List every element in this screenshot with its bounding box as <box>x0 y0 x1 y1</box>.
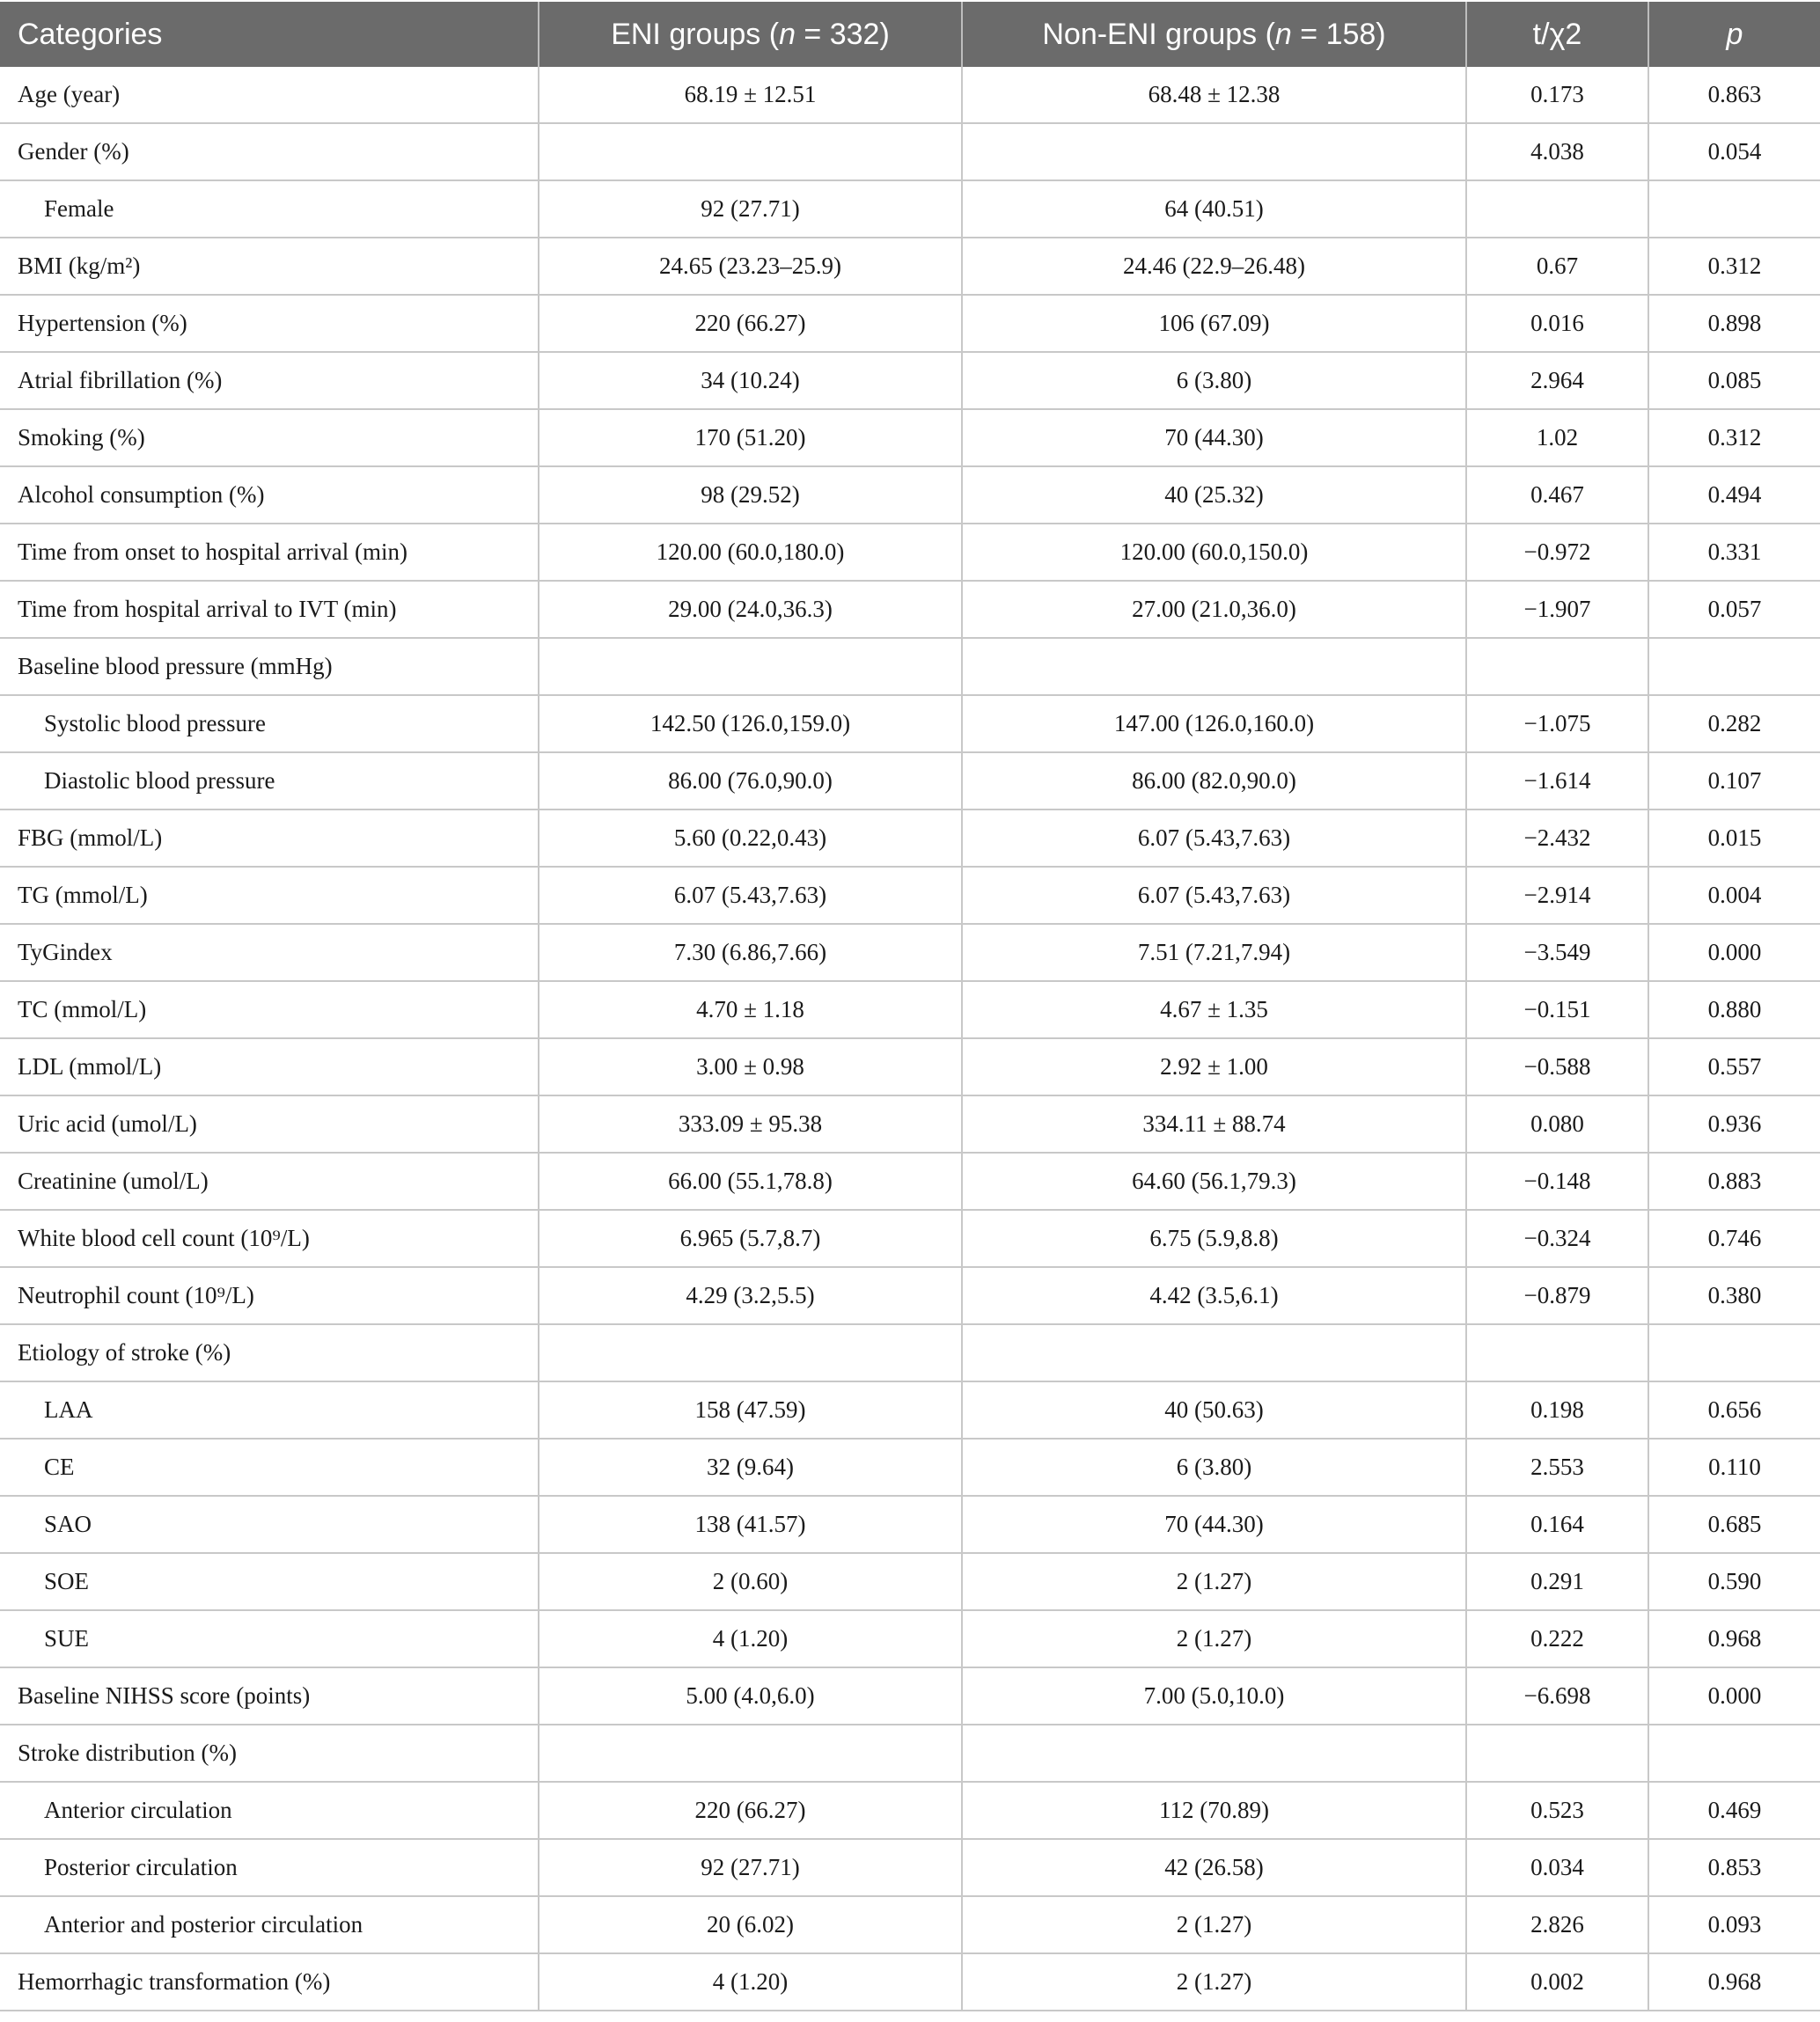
table-row <box>0 1896 1820 1953</box>
non-eni-value-cell: 2 (1.27) <box>962 1896 1466 1953</box>
p-value-cell: 0.656 <box>1648 1381 1820 1439</box>
table-row <box>0 924 1820 981</box>
table-row <box>0 1324 1820 1381</box>
table-row <box>0 581 1820 638</box>
table-row <box>0 238 1820 295</box>
header-p-value: p <box>1648 2 1820 67</box>
test-statistic-cell: 0.523 <box>1466 1782 1648 1839</box>
non-eni-value-cell <box>962 638 1466 695</box>
test-statistic-cell: −0.588 <box>1466 1038 1648 1095</box>
test-statistic-cell: 0.034 <box>1466 1839 1648 1896</box>
non-eni-value-cell: 6.07 (5.43,7.63) <box>962 867 1466 924</box>
non-eni-value-cell: 4.42 (3.5,6.1) <box>962 1267 1466 1324</box>
eni-value-cell: 5.60 (0.22,0.43) <box>539 810 962 867</box>
table-row <box>0 352 1820 409</box>
eni-value-cell: 120.00 (60.0,180.0) <box>539 524 962 581</box>
category-cell: Etiology of stroke (%) <box>0 1324 539 1381</box>
non-eni-value-cell <box>962 1725 1466 1782</box>
p-value-cell: 0.282 <box>1648 695 1820 752</box>
category-cell: White blood cell count (10⁹/L) <box>0 1210 539 1267</box>
non-eni-value-cell: 120.00 (60.0,150.0) <box>962 524 1466 581</box>
table-row <box>0 1782 1820 1839</box>
eni-value-cell: 86.00 (76.0,90.0) <box>539 752 962 810</box>
category-cell: Female <box>0 180 539 238</box>
table-row <box>0 180 1820 238</box>
test-statistic-cell: −0.148 <box>1466 1153 1648 1210</box>
table-row <box>0 1953 1820 2011</box>
test-statistic-cell: 0.016 <box>1466 295 1648 352</box>
non-eni-value-cell: 4.67 ± 1.35 <box>962 981 1466 1038</box>
eni-value-cell <box>539 638 962 695</box>
table-row <box>0 1667 1820 1725</box>
category-cell: Time from onset to hospital arrival (min) <box>0 524 539 581</box>
non-eni-value-cell: 40 (25.32) <box>962 466 1466 524</box>
eni-value-cell: 3.00 ± 0.98 <box>539 1038 962 1095</box>
header-categories: Categories <box>0 2 539 67</box>
eni-value-cell: 4 (1.20) <box>539 1953 962 2011</box>
test-statistic-cell: 1.02 <box>1466 409 1648 466</box>
eni-value-cell: 333.09 ± 95.38 <box>539 1095 962 1153</box>
non-eni-value-cell: 24.46 (22.9–26.48) <box>962 238 1466 295</box>
test-statistic-cell: −2.432 <box>1466 810 1648 867</box>
table-row <box>0 1153 1820 1210</box>
non-eni-value-cell: 42 (26.58) <box>962 1839 1466 1896</box>
category-cell: LDL (mmol/L) <box>0 1038 539 1095</box>
table-row <box>0 810 1820 867</box>
baseline-characteristics-table <box>0 2 1820 2011</box>
test-statistic-cell: 2.553 <box>1466 1439 1648 1496</box>
p-value-cell: 0.968 <box>1648 1953 1820 2011</box>
non-eni-value-cell: 6 (3.80) <box>962 1439 1466 1496</box>
non-eni-value-cell: 147.00 (126.0,160.0) <box>962 695 1466 752</box>
category-cell: TyGindex <box>0 924 539 981</box>
eni-value-cell: 98 (29.52) <box>539 466 962 524</box>
table-row <box>0 867 1820 924</box>
header-eni-groups: ENI groups (n = 332) <box>539 2 962 67</box>
eni-value-cell: 220 (66.27) <box>539 295 962 352</box>
test-statistic-cell: −0.324 <box>1466 1210 1648 1267</box>
test-statistic-cell: −6.698 <box>1466 1667 1648 1725</box>
eni-value-cell: 4 (1.20) <box>539 1610 962 1667</box>
eni-value-cell: 6.07 (5.43,7.63) <box>539 867 962 924</box>
non-eni-value-cell: 68.48 ± 12.38 <box>962 67 1466 123</box>
p-value-cell: 0.853 <box>1648 1839 1820 1896</box>
table-row <box>0 1038 1820 1095</box>
test-statistic-cell: 0.002 <box>1466 1953 1648 2011</box>
test-statistic-cell: 0.291 <box>1466 1553 1648 1610</box>
p-value-cell: 0.110 <box>1648 1439 1820 1496</box>
non-eni-value-cell: 2 (1.27) <box>962 1953 1466 2011</box>
p-value-cell: 0.883 <box>1648 1153 1820 1210</box>
test-statistic-cell <box>1466 180 1648 238</box>
eni-value-cell: 220 (66.27) <box>539 1782 962 1839</box>
non-eni-value-cell <box>962 123 1466 180</box>
non-eni-value-cell <box>962 1324 1466 1381</box>
table-row <box>0 295 1820 352</box>
p-value-cell: 0.968 <box>1648 1610 1820 1667</box>
category-cell: Time from hospital arrival to IVT (min) <box>0 581 539 638</box>
non-eni-value-cell: 112 (70.89) <box>962 1782 1466 1839</box>
category-cell: TC (mmol/L) <box>0 981 539 1038</box>
test-statistic-cell: −1.907 <box>1466 581 1648 638</box>
p-value-cell: 0.685 <box>1648 1496 1820 1553</box>
eni-value-cell <box>539 1725 962 1782</box>
category-cell: Gender (%) <box>0 123 539 180</box>
category-cell: Baseline blood pressure (mmHg) <box>0 638 539 695</box>
non-eni-value-cell: 7.00 (5.0,10.0) <box>962 1667 1466 1725</box>
p-value-cell: 0.380 <box>1648 1267 1820 1324</box>
table-row <box>0 1267 1820 1324</box>
table-row <box>0 1839 1820 1896</box>
header-test-statistic: t/χ2 <box>1466 2 1648 67</box>
table-row <box>0 67 1820 123</box>
test-statistic-cell: −1.614 <box>1466 752 1648 810</box>
p-value-cell <box>1648 180 1820 238</box>
test-statistic-cell: −0.879 <box>1466 1267 1648 1324</box>
p-value-cell: 0.015 <box>1648 810 1820 867</box>
table-row <box>0 1210 1820 1267</box>
eni-value-cell: 7.30 (6.86,7.66) <box>539 924 962 981</box>
p-value-cell: 0.494 <box>1648 466 1820 524</box>
category-cell: FBG (mmol/L) <box>0 810 539 867</box>
p-value-cell: 0.557 <box>1648 1038 1820 1095</box>
eni-value-cell: 138 (41.57) <box>539 1496 962 1553</box>
table-row <box>0 1610 1820 1667</box>
category-cell: Uric acid (umol/L) <box>0 1095 539 1153</box>
p-value-cell: 0.085 <box>1648 352 1820 409</box>
eni-value-cell: 29.00 (24.0,36.3) <box>539 581 962 638</box>
category-cell: Creatinine (umol/L) <box>0 1153 539 1210</box>
eni-value-cell: 20 (6.02) <box>539 1896 962 1953</box>
eni-value-cell: 170 (51.20) <box>539 409 962 466</box>
eni-value-cell: 4.29 (3.2,5.5) <box>539 1267 962 1324</box>
p-value-cell: 0.746 <box>1648 1210 1820 1267</box>
category-cell: Diastolic blood pressure <box>0 752 539 810</box>
table-header <box>0 2 1820 67</box>
table-row <box>0 695 1820 752</box>
table-row <box>0 466 1820 524</box>
p-value-cell: 0.000 <box>1648 924 1820 981</box>
category-cell: Hypertension (%) <box>0 295 539 352</box>
category-cell: LAA <box>0 1381 539 1439</box>
p-value-cell: 0.898 <box>1648 295 1820 352</box>
eni-value-cell <box>539 123 962 180</box>
non-eni-value-cell: 6.07 (5.43,7.63) <box>962 810 1466 867</box>
test-statistic-cell: 0.080 <box>1466 1095 1648 1153</box>
p-value-cell <box>1648 1725 1820 1782</box>
test-statistic-cell: −3.549 <box>1466 924 1648 981</box>
p-value-cell: 0.312 <box>1648 409 1820 466</box>
table-row <box>0 409 1820 466</box>
category-cell: TG (mmol/L) <box>0 867 539 924</box>
p-value-cell: 0.000 <box>1648 1667 1820 1725</box>
test-statistic-cell: −2.914 <box>1466 867 1648 924</box>
category-cell: Alcohol consumption (%) <box>0 466 539 524</box>
table-row <box>0 123 1820 180</box>
eni-value-cell: 4.70 ± 1.18 <box>539 981 962 1038</box>
p-value-cell: 0.331 <box>1648 524 1820 581</box>
non-eni-value-cell: 334.11 ± 88.74 <box>962 1095 1466 1153</box>
table-row <box>0 1095 1820 1153</box>
eni-value-cell: 6.965 (5.7,8.7) <box>539 1210 962 1267</box>
non-eni-value-cell: 40 (50.63) <box>962 1381 1466 1439</box>
non-eni-value-cell: 2 (1.27) <box>962 1553 1466 1610</box>
category-cell: Stroke distribution (%) <box>0 1725 539 1782</box>
non-eni-value-cell: 2.92 ± 1.00 <box>962 1038 1466 1095</box>
table-row <box>0 524 1820 581</box>
test-statistic-cell <box>1466 1725 1648 1782</box>
non-eni-value-cell: 106 (67.09) <box>962 295 1466 352</box>
test-statistic-cell: 0.467 <box>1466 466 1648 524</box>
test-statistic-cell: −0.151 <box>1466 981 1648 1038</box>
p-value-cell: 0.936 <box>1648 1095 1820 1153</box>
test-statistic-cell: 0.164 <box>1466 1496 1648 1553</box>
category-cell: SAO <box>0 1496 539 1553</box>
category-cell: Atrial fibrillation (%) <box>0 352 539 409</box>
category-cell: Baseline NIHSS score (points) <box>0 1667 539 1725</box>
eni-value-cell: 92 (27.71) <box>539 180 962 238</box>
category-cell: SUE <box>0 1610 539 1667</box>
test-statistic-cell <box>1466 638 1648 695</box>
table-row <box>0 638 1820 695</box>
eni-value-cell: 68.19 ± 12.51 <box>539 67 962 123</box>
header-row <box>0 2 1820 67</box>
eni-value-cell: 34 (10.24) <box>539 352 962 409</box>
eni-value-cell: 142.50 (126.0,159.0) <box>539 695 962 752</box>
test-statistic-cell: 0.222 <box>1466 1610 1648 1667</box>
test-statistic-cell: 0.67 <box>1466 238 1648 295</box>
p-value-cell: 0.863 <box>1648 67 1820 123</box>
table-row <box>0 1496 1820 1553</box>
eni-value-cell: 92 (27.71) <box>539 1839 962 1896</box>
table-row <box>0 1725 1820 1782</box>
non-eni-value-cell: 6 (3.80) <box>962 352 1466 409</box>
table-container <box>0 2 1820 2011</box>
test-statistic-cell: 4.038 <box>1466 123 1648 180</box>
non-eni-value-cell: 64.60 (56.1,79.3) <box>962 1153 1466 1210</box>
p-value-cell <box>1648 638 1820 695</box>
non-eni-value-cell: 70 (44.30) <box>962 1496 1466 1553</box>
eni-value-cell: 158 (47.59) <box>539 1381 962 1439</box>
category-cell: Posterior circulation <box>0 1839 539 1896</box>
p-value-cell: 0.054 <box>1648 123 1820 180</box>
test-statistic-cell: 0.173 <box>1466 67 1648 123</box>
p-value-cell: 0.107 <box>1648 752 1820 810</box>
table-row <box>0 752 1820 810</box>
non-eni-value-cell: 27.00 (21.0,36.0) <box>962 581 1466 638</box>
non-eni-value-cell: 6.75 (5.9,8.8) <box>962 1210 1466 1267</box>
category-cell: Hemorrhagic transformation (%) <box>0 1953 539 2011</box>
p-value-cell <box>1648 1324 1820 1381</box>
non-eni-value-cell: 70 (44.30) <box>962 409 1466 466</box>
category-cell: SOE <box>0 1553 539 1610</box>
header-non-eni-groups: Non-ENI groups (n = 158) <box>962 2 1466 67</box>
non-eni-value-cell: 2 (1.27) <box>962 1610 1466 1667</box>
category-cell: BMI (kg/m²) <box>0 238 539 295</box>
test-statistic-cell <box>1466 1324 1648 1381</box>
non-eni-value-cell: 64 (40.51) <box>962 180 1466 238</box>
test-statistic-cell: 2.826 <box>1466 1896 1648 1953</box>
category-cell: Neutrophil count (10⁹/L) <box>0 1267 539 1324</box>
category-cell: Anterior circulation <box>0 1782 539 1839</box>
p-value-cell: 0.312 <box>1648 238 1820 295</box>
table-row <box>0 1381 1820 1439</box>
table-body <box>0 67 1820 2011</box>
test-statistic-cell: −1.075 <box>1466 695 1648 752</box>
table-row <box>0 981 1820 1038</box>
category-cell: Age (year) <box>0 67 539 123</box>
eni-value-cell: 2 (0.60) <box>539 1553 962 1610</box>
test-statistic-cell: 2.964 <box>1466 352 1648 409</box>
test-statistic-cell: −0.972 <box>1466 524 1648 581</box>
p-value-cell: 0.469 <box>1648 1782 1820 1839</box>
p-value-cell: 0.093 <box>1648 1896 1820 1953</box>
category-cell: Systolic blood pressure <box>0 695 539 752</box>
table-row <box>0 1553 1820 1610</box>
test-statistic-cell: 0.198 <box>1466 1381 1648 1439</box>
non-eni-value-cell: 86.00 (82.0,90.0) <box>962 752 1466 810</box>
non-eni-value-cell: 7.51 (7.21,7.94) <box>962 924 1466 981</box>
category-cell: CE <box>0 1439 539 1496</box>
p-value-cell: 0.590 <box>1648 1553 1820 1610</box>
p-value-cell: 0.057 <box>1648 581 1820 638</box>
eni-value-cell: 5.00 (4.0,6.0) <box>539 1667 962 1725</box>
table-row <box>0 1439 1820 1496</box>
eni-value-cell <box>539 1324 962 1381</box>
category-cell: Smoking (%) <box>0 409 539 466</box>
eni-value-cell: 24.65 (23.23–25.9) <box>539 238 962 295</box>
category-cell: Anterior and posterior circulation <box>0 1896 539 1953</box>
p-value-cell: 0.004 <box>1648 867 1820 924</box>
eni-value-cell: 32 (9.64) <box>539 1439 962 1496</box>
eni-value-cell: 66.00 (55.1,78.8) <box>539 1153 962 1210</box>
p-value-cell: 0.880 <box>1648 981 1820 1038</box>
